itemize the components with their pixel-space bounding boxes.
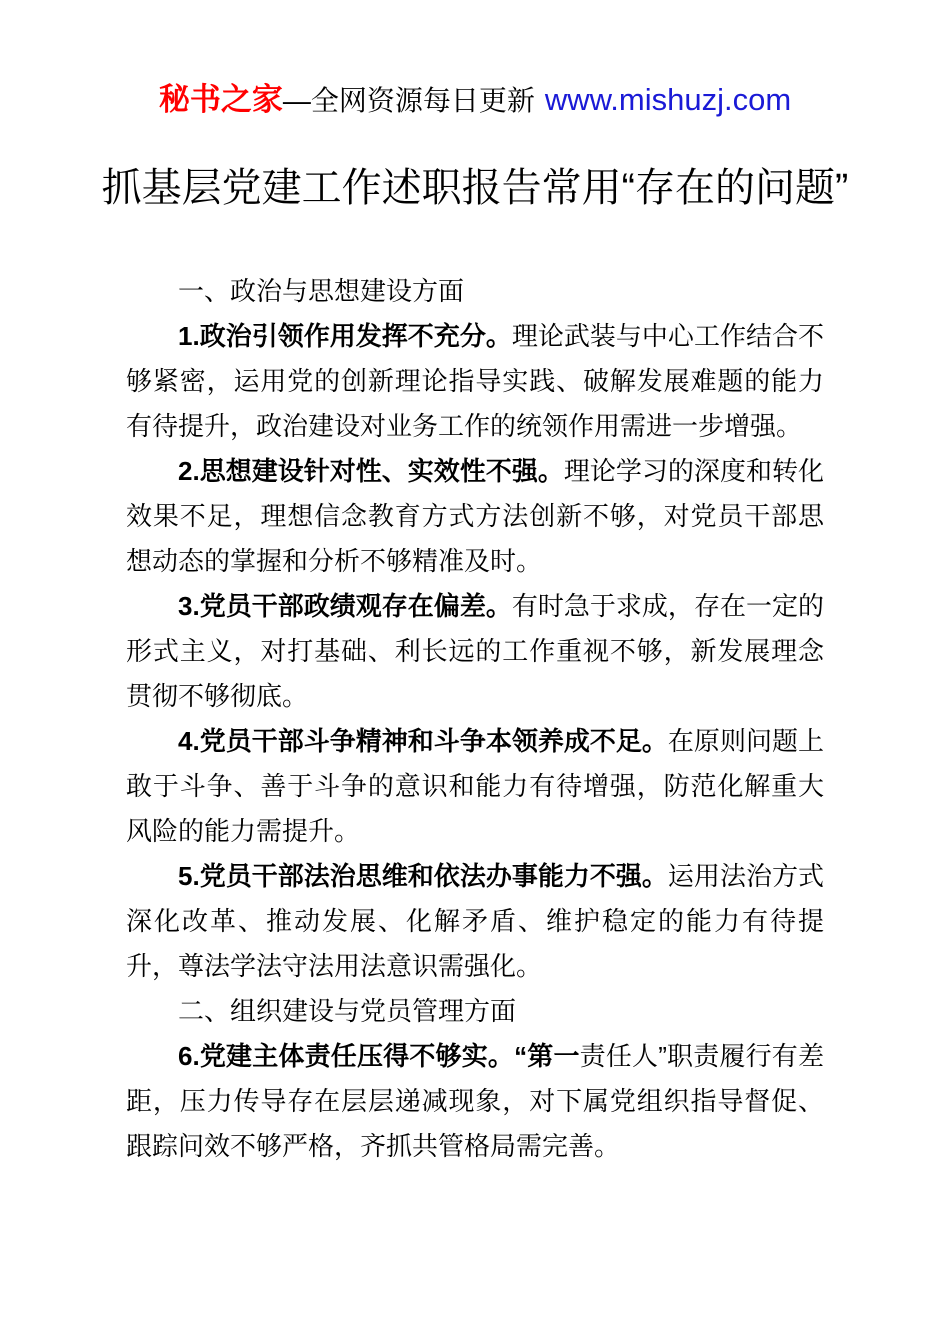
issue-3-text: 有时急于求成，存在一定的形式主义，对打基础、利长远的工作重视不够，新发展理念贯彻不够彻底。 [126, 591, 824, 711]
document-body [126, 269, 824, 1169]
issue-3-title: 3.党员干部政绩观存在偏差。 [178, 591, 512, 621]
issue-4-title: 4.党员干部斗争精神和斗争本领养成不足。 [178, 726, 668, 756]
issue-paragraph-5 [126, 854, 824, 989]
issue-2-title: 2.思想建设针对性、实效性不强。 [178, 456, 564, 486]
document-title: 抓基层党建工作述职报告常用“存在的问题” [101, 166, 849, 210]
issue-paragraph-1 [126, 314, 824, 449]
issue-paragraph-2 [126, 449, 824, 584]
issue-1-title: 1.政治引领作用发挥不充分。 [178, 321, 512, 351]
issue-5-title: 5.党员干部法治思维和依法办事能力不强。 [178, 861, 668, 891]
header-tagline: 全网资源每日更新 [310, 85, 535, 116]
issue-paragraph-6 [126, 1034, 824, 1169]
issue-1-text: 理论武装与中心工作结合不够紧密，运用党的创新理论指导实践、破解发展难题的能力有待提升，政治建设对业务工作的统领作用需进一步增强。 [126, 321, 824, 441]
issue-4-text: 在原则问题上敢于斗争、善于斗争的意识和能力有待增强，防范化解重大风险的能力需提升。 [126, 726, 824, 846]
issue-2-text: 理论学习的深度和转化效果不足，理想信念教育方式方法创新不够，对党员干部思想动态的掌握和分析不够精准及时。 [126, 456, 824, 576]
section-heading-1: 一、政治与思想建设方面 [178, 276, 465, 306]
issue-5-text: 运用法治方式深化改革、推动发展、化解矛盾、维护稳定的能力有待提升，尊法学法守法用法意识需强化。 [126, 861, 824, 981]
issue-6-text: 责任人”职责履行有差距，压力传导存在层层递减现象，对下属党组织指导督促、跟踪问效不够严格，齐抓共管格局需完善。 [126, 1041, 824, 1161]
header-dash: — [282, 85, 311, 116]
section-heading-2: 二、组织建设与党员管理方面 [178, 996, 517, 1026]
site-url-link[interactable]: www.mishuzj.com [544, 82, 792, 117]
issue-6-title: 6.党建主体责任压得不够实。“第一 [178, 1041, 580, 1071]
site-header [0, 0, 950, 119]
issue-paragraph-4 [126, 719, 824, 854]
issue-paragraph-3 [126, 584, 824, 719]
site-brand: 秘书之家 [158, 82, 283, 117]
